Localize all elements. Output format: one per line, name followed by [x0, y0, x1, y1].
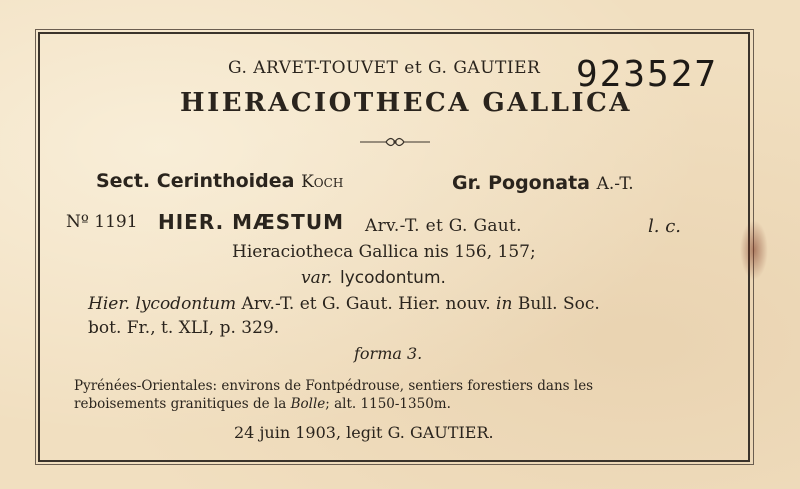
- ref-taxon: Hier. lycodontum: [88, 294, 237, 314]
- group-author: A.-T.: [596, 174, 634, 194]
- collection-date-line: 24 juin 1903, legit G. GAUTIER.: [234, 423, 494, 442]
- locality-place: Bolle: [290, 396, 326, 412]
- group-line: [452, 172, 634, 194]
- reference-line-2: bot. Fr., t. XLI, p. 329.: [88, 318, 280, 338]
- locality-altitude: ; alt. 1150-1350m.: [325, 396, 451, 412]
- section-label: Sect. Cerinthoidea: [96, 170, 295, 192]
- catalog-number: 923527: [576, 54, 719, 95]
- species-reference: l. c.: [648, 216, 682, 237]
- group-label: Gr. Pogonata: [452, 172, 590, 194]
- species-name: HIER. MÆSTUM: [158, 210, 344, 234]
- locality-line-2: [74, 396, 451, 412]
- ref-journal: Bull. Soc.: [512, 294, 600, 314]
- locality-text: reboisements granitiques de la: [74, 396, 291, 412]
- variety-prefix: var.: [301, 268, 333, 288]
- collection-title: HIERACIOTHECA GALLICA: [180, 88, 632, 118]
- variety-name: lycodontum.: [340, 268, 446, 288]
- forma-line: forma 3.: [354, 344, 423, 363]
- species-author: Arv.-T. et G. Gaut.: [365, 216, 522, 236]
- locality-line-1: Pyrénées-Orientales: environs de Fontpédrouse, sentiers forestiers dans les: [74, 378, 594, 394]
- section-line: [96, 170, 343, 192]
- ref-text: Arv.-T. et G. Gaut. Hier. nouv.: [236, 294, 497, 314]
- ornament-divider: [360, 134, 430, 150]
- exsiccata-line: Hieraciotheca Gallica nis 156, 157;: [232, 242, 536, 262]
- section-author: Koch: [301, 172, 344, 192]
- ref-in: in: [496, 294, 513, 314]
- specimen-number: Nº 1191: [66, 212, 138, 232]
- rust-stain: [740, 220, 768, 280]
- reference-line-1: [88, 294, 600, 314]
- authors-line: G. ARVET-TOUVET et G. GAUTIER: [228, 58, 541, 78]
